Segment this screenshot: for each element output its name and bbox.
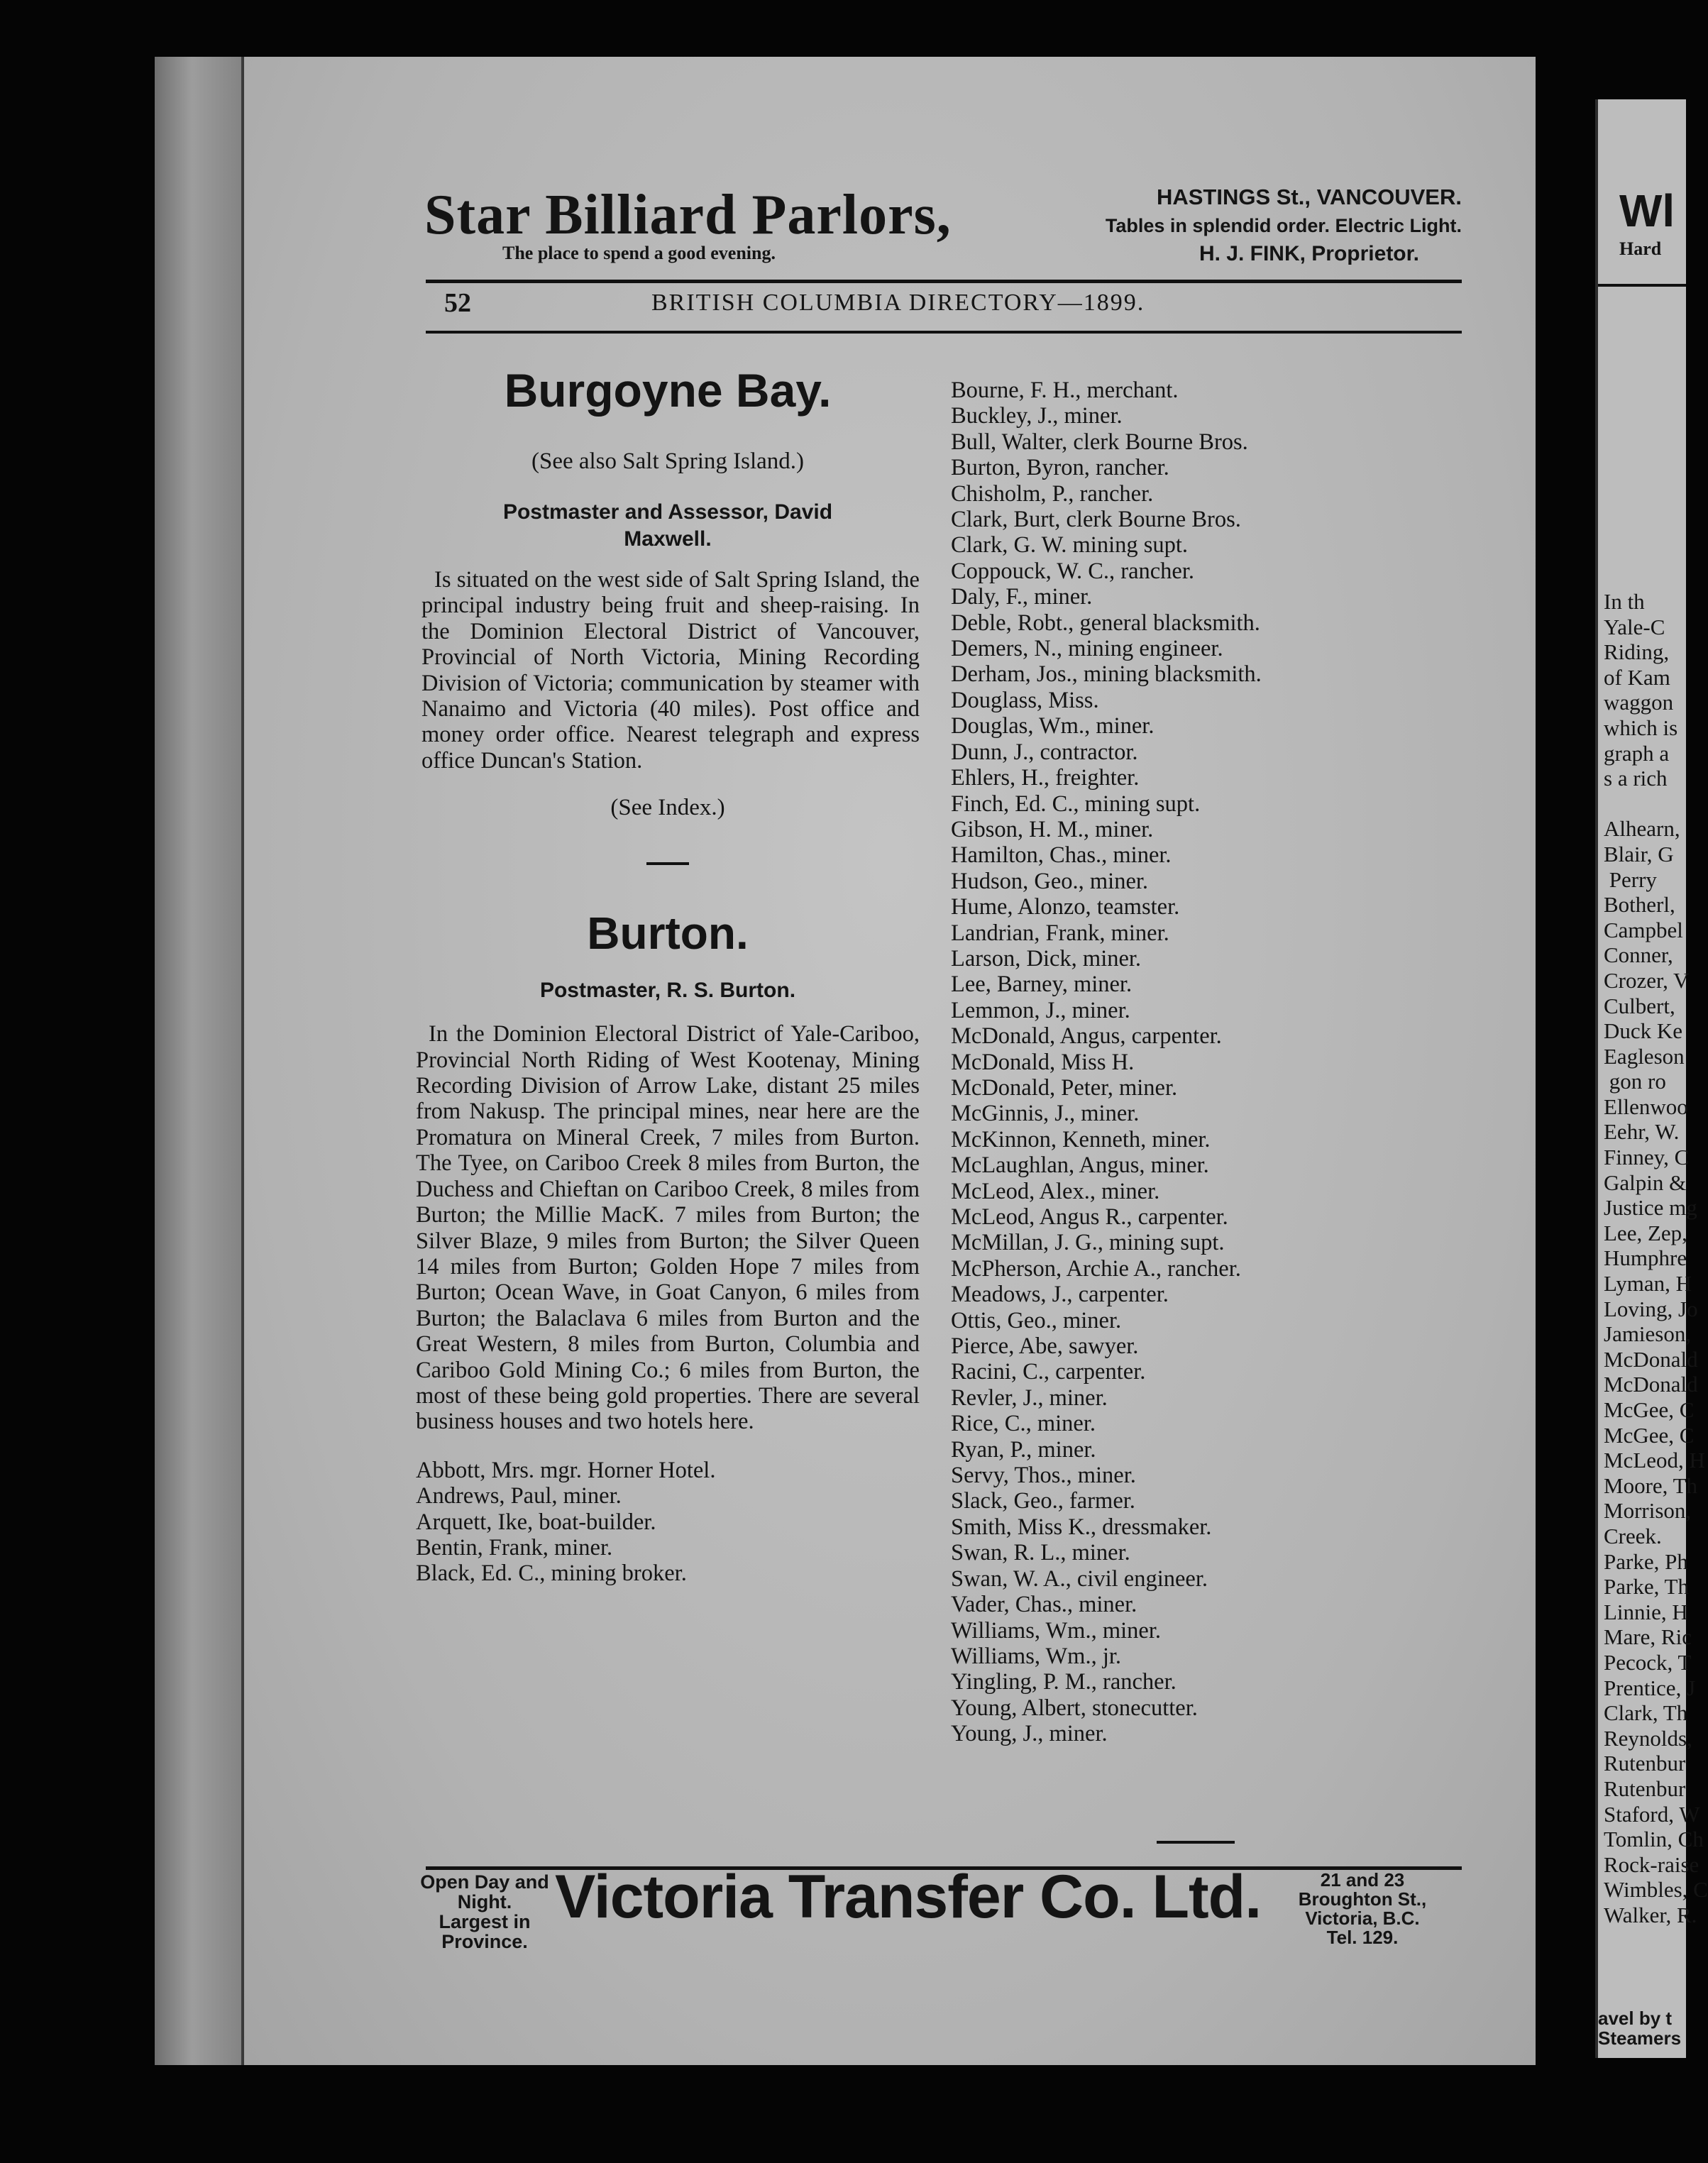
footer-ad-left-line2: Night. bbox=[457, 1891, 512, 1912]
list-item: Finch, Ed. C., mining supt. bbox=[951, 791, 1201, 817]
facing-page-rule bbox=[1598, 284, 1686, 287]
section-end-rule bbox=[1157, 1841, 1235, 1844]
list-item: Deble, Robt., general blacksmith. bbox=[951, 610, 1260, 636]
header-rule-bottom bbox=[426, 331, 1462, 334]
list-item: Derham, Jos., mining blacksmith. bbox=[951, 661, 1262, 688]
list-item: Andrews, Paul, miner. bbox=[416, 1483, 622, 1509]
facing-page-fragment bbox=[1595, 99, 1708, 2058]
burgoyne-see-index: (See Index.) bbox=[610, 795, 725, 821]
list-item: Larson, Dick, miner. bbox=[951, 945, 1142, 972]
list-item: Ehlers, H., freighter. bbox=[951, 765, 1140, 791]
burgoyne-postmaster-line1: Postmaster and Assessor, David bbox=[502, 500, 833, 524]
left-column bbox=[416, 362, 920, 1587]
list-item: McDonald, Miss H. bbox=[951, 1049, 1135, 1075]
list-item: Hudson, Geo., miner. bbox=[951, 868, 1149, 894]
list-item: Chisholm, P., rancher. bbox=[951, 480, 1154, 507]
footer-ad-left-line3: Largest in bbox=[439, 1911, 531, 1932]
facing-page-text: In th Yale-C Riding, of Kam waggon which is graph a s a rich Alhearn, Blair, G Perry Botherl, Campbel Conner, Crozer, V Culbert, Duck Ke Eagleson gon ro Ellenwoo Eehr, W. Finney, C Galpin & Justice mg Lee, Zep, Humphre Lyman, H Loving, Jo Jamieson, McDonald McDonald McGee, C McGee, C McLeod, H Moore, Th Morrison, Creek. Parke, Ph Parke, Th Linnie, H Mare, Ric Pecock, T Prentice, J Clark, Th Reynolds, Rutenbur Rutenbur Staford, W Tomlin, Ch Rock-raise Wimbles, C Walker, R. bbox=[1604, 589, 1708, 1927]
list-item: Smith, Miss K., dressmaker. bbox=[951, 1514, 1212, 1540]
list-item: Yingling, P. M., rancher. bbox=[951, 1669, 1177, 1695]
list-item: Bentin, Frank, miner. bbox=[416, 1534, 613, 1561]
list-item: Dunn, J., contractor. bbox=[951, 739, 1138, 765]
list-item: Young, J., miner. bbox=[951, 1721, 1108, 1747]
list-item: Douglass, Miss. bbox=[951, 687, 1099, 713]
list-item: Buckley, J., miner. bbox=[951, 403, 1123, 429]
burton-residents-left bbox=[416, 1458, 920, 1587]
footer-ad-left bbox=[403, 1872, 566, 1952]
list-item: McPherson, Archie A., rancher. bbox=[951, 1255, 1241, 1282]
footer-ad-right bbox=[1277, 1871, 1448, 1947]
running-header-title: BRITISH COLUMBIA DIRECTORY—1899. bbox=[651, 290, 1145, 316]
burton-postmaster: Postmaster, R. S. Burton. bbox=[539, 979, 796, 1003]
footer-ad-left-line4: Province. bbox=[441, 1931, 528, 1952]
burgoyne-description: Is situated on the west side of Salt Spring Island, the principal industry being fruit and sheep-raising. In the Dominion Electoral District of Vancouver, Provincial of North Victoria, Mining Recording Division of Victoria; communication by steamer with Nanaimo and Victoria (40 miles). Post office and money order office. Nearest telegraph and express office Duncan's Station. bbox=[422, 567, 920, 774]
list-item: Bourne, F. H., merchant. bbox=[951, 378, 1179, 403]
list-item: Pierce, Abe, sawyer. bbox=[951, 1333, 1139, 1360]
list-item: Bull, Walter, clerk Bourne Bros. bbox=[951, 429, 1248, 455]
list-item: Clark, Burt, clerk Bourne Bros. bbox=[951, 507, 1241, 533]
footer-ad-right-line2: Broughton St., bbox=[1298, 1888, 1427, 1910]
list-item: Gibson, H. M., miner. bbox=[951, 816, 1154, 842]
list-item: Landrian, Frank, miner. bbox=[951, 920, 1169, 946]
list-item: Black, Ed. C., mining broker. bbox=[416, 1561, 687, 1587]
list-item: Ottis, Geo., miner. bbox=[951, 1307, 1122, 1333]
list-item: McLeod, Alex., miner. bbox=[951, 1178, 1160, 1204]
list-item: Young, Albert, stonecutter. bbox=[951, 1695, 1198, 1721]
list-item: Abbott, Mrs. mgr. Horner Hotel. bbox=[416, 1457, 716, 1483]
list-item: McKinnon, Kenneth, miner. bbox=[951, 1126, 1211, 1152]
footer-ad-left-line1: Open Day and bbox=[420, 1871, 549, 1893]
footer-ad-right-line4: Tel. 129. bbox=[1326, 1927, 1399, 1948]
header-ad-title: Star Billiard Parlors, bbox=[424, 184, 952, 246]
list-item: Burton, Byron, rancher. bbox=[951, 455, 1169, 481]
list-item: Hume, Alonzo, teamster. bbox=[951, 894, 1180, 920]
list-item: Rice, C., miner. bbox=[951, 1411, 1096, 1437]
facing-page-footer: avel by t Steamers bbox=[1598, 2008, 1682, 2049]
burton-heading: Burton. bbox=[587, 908, 749, 959]
list-item: Swan, W. A., civil engineer. bbox=[951, 1565, 1208, 1592]
list-item: McDonald, Angus, carpenter. bbox=[951, 1023, 1222, 1050]
list-item: McMillan, J. G., mining supt. bbox=[951, 1230, 1225, 1256]
list-item: Lemmon, J., miner. bbox=[951, 997, 1130, 1023]
list-item: Williams, Wm., miner. bbox=[951, 1617, 1161, 1644]
burton-residents-right bbox=[951, 378, 1448, 1747]
footer-ad-right-line3: Victoria, B.C. bbox=[1305, 1908, 1420, 1929]
header-ad-proprietor: H. J. FINK, Proprietor. bbox=[1199, 242, 1419, 265]
page-number: 52 bbox=[444, 288, 471, 318]
list-item: Swan, R. L., miner. bbox=[951, 1540, 1130, 1566]
header-ad-tables: Tables in splendid order. Electric Light. bbox=[1105, 215, 1462, 236]
list-item: Ryan, P., miner. bbox=[951, 1436, 1096, 1463]
list-item: Daly, F., miner. bbox=[951, 584, 1093, 610]
list-item: Revler, J., miner. bbox=[951, 1385, 1108, 1411]
facing-page-heading: Wl bbox=[1619, 185, 1675, 236]
footer-ad-right-line1: 21 and 23 bbox=[1320, 1869, 1405, 1890]
footer-ad-company: Victoria Transfer Co. Ltd. bbox=[555, 1863, 1262, 1931]
list-item: McLeod, Angus R., carpenter. bbox=[951, 1204, 1228, 1230]
header-ad-tagline: The place to spend a good evening. bbox=[502, 243, 776, 263]
list-item: Meadows, J., carpenter. bbox=[951, 1282, 1169, 1308]
list-item: Douglas, Wm., miner. bbox=[951, 713, 1155, 739]
burgoyne-see-also: (See also Salt Spring Island.) bbox=[531, 448, 805, 474]
burgoyne-bay-heading: Burgoyne Bay. bbox=[504, 364, 832, 417]
list-item: Vader, Chas., miner. bbox=[951, 1592, 1137, 1618]
list-item: Lee, Barney, miner. bbox=[951, 972, 1133, 998]
list-item: Arquett, Ike, boat-builder. bbox=[416, 1509, 656, 1535]
list-item: McGinnis, J., miner. bbox=[951, 1101, 1140, 1127]
list-item: Demers, N., mining engineer. bbox=[951, 636, 1223, 662]
list-item: Williams, Wm., jr. bbox=[951, 1643, 1122, 1669]
facing-page-subheading: Hard bbox=[1619, 238, 1662, 259]
list-item: McLaughlan, Angus, miner. bbox=[951, 1152, 1209, 1179]
header-ad-address: HASTINGS St., VANCOUVER. bbox=[1156, 185, 1462, 209]
list-item: Hamilton, Chas., miner. bbox=[951, 842, 1172, 869]
list-item: Racini, C., carpenter. bbox=[951, 1359, 1146, 1385]
list-item: McDonald, Peter, miner. bbox=[951, 1074, 1178, 1101]
burton-description: In the Dominion Electoral District of Yale-Cariboo, Provincial North Riding of West Kootenay, Mining Recording Division of Arrow Lake, distant 25 miles from Nakusp. The principal mines, near here are the Promatura on Mineral Creek, 7 miles from Burton. The Tyee, on Cariboo Creek 8 miles from Burton, the Duchess and Chieftan on Cariboo Creek, 8 miles from Burton; the Millie MacK. 7 miles from Burton; the Silver Blaze, 9 miles from Burton; the Silver Queen 14 miles from Burton; Golden Hope 7 miles from Burton; Ocean Wave, in Goat Canyon, 6 miles from Burton; the Balaclava 6 miles from Burton and the Great Western, 8 miles from Burton, Columbia and Cariboo Gold Mining Co.; 6 miles from Burton, the most of these being gold properties. There are several business houses and two hotels here. bbox=[416, 1021, 920, 1435]
list-item: Coppouck, W. C., rancher. bbox=[951, 558, 1195, 584]
list-item: Servy, Thos., miner. bbox=[951, 1463, 1136, 1489]
list-item: Clark, G. W. mining supt. bbox=[951, 532, 1189, 558]
list-item: Slack, Geo., farmer. bbox=[951, 1488, 1135, 1514]
burgoyne-postmaster-line2: Maxwell. bbox=[624, 527, 712, 551]
header-rule-top bbox=[426, 280, 1462, 283]
header-ad-details bbox=[1029, 183, 1462, 268]
section-divider bbox=[646, 862, 689, 865]
burgoyne-postmaster bbox=[416, 499, 920, 553]
